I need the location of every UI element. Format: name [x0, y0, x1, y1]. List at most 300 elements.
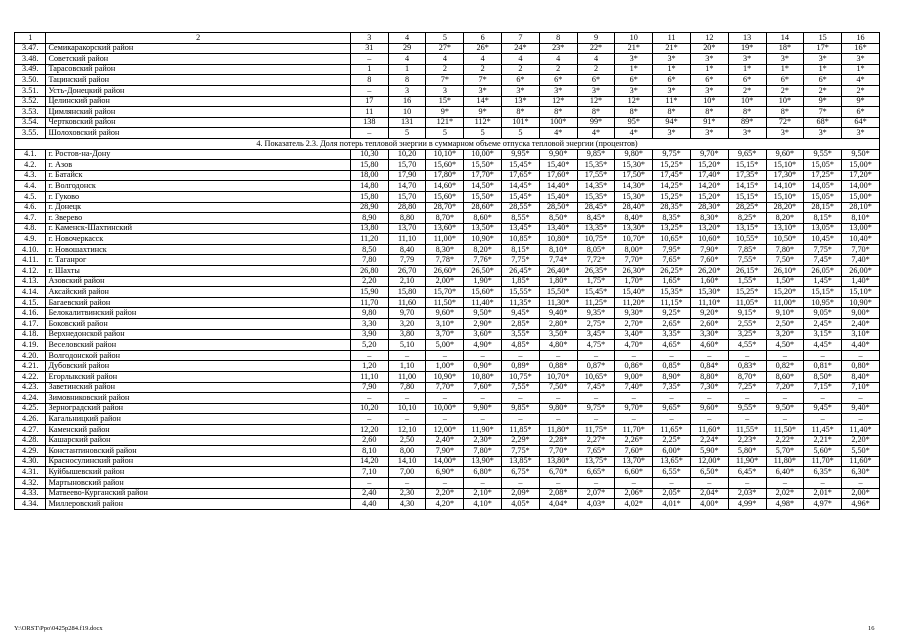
row-value: 3,10* [426, 319, 464, 330]
row-value: 11,20 [350, 234, 388, 245]
row-value: 9,45* [502, 308, 540, 319]
row-name: г. Ростов-на-Дону [46, 149, 350, 160]
row-value: 26,70 [388, 266, 426, 277]
row-value: 10,80* [464, 372, 502, 383]
row-value: 14,60* [426, 181, 464, 192]
row-value: 7,45* [577, 382, 615, 393]
row-value: – [615, 350, 653, 361]
row-value: 7,90 [350, 382, 388, 393]
row-value: 8,90* [653, 372, 691, 383]
row-value: 17,65* [502, 170, 540, 181]
table-row [15, 361, 880, 372]
row-value: 9,50* [464, 308, 502, 319]
row-value: 2,75* [577, 319, 615, 330]
row-value: 2,80* [539, 319, 577, 330]
row-value: 10,50* [766, 234, 804, 245]
row-value: 7,80 [388, 382, 426, 393]
row-value: – [539, 393, 577, 404]
row-value: 3* [653, 54, 691, 65]
row-value: 8,55* [502, 213, 540, 224]
row-number: 4.1. [15, 149, 46, 160]
row-value: – [615, 393, 653, 404]
row-value: 2 [502, 64, 540, 75]
row-value: 13,70 [388, 223, 426, 234]
row-value: 11,65* [653, 424, 691, 435]
row-value: 6* [728, 75, 766, 86]
row-number: 4.32. [15, 477, 46, 488]
row-name: Семикаракорский район [46, 43, 350, 54]
row-value: – [350, 350, 388, 361]
row-number: 4.10. [15, 244, 46, 255]
row-value: – [766, 477, 804, 488]
row-value: 17,25* [804, 170, 842, 181]
row-value: 4 [388, 54, 426, 65]
column-header: 2 [46, 33, 350, 44]
row-value: 2,27* [577, 435, 615, 446]
row-value: 8,10 [350, 446, 388, 457]
row-name: г. Гуково [46, 191, 350, 202]
row-value: 10,60* [690, 234, 728, 245]
row-number: 3.53. [15, 107, 46, 118]
row-value: 2,40 [350, 488, 388, 499]
row-value: 64* [842, 117, 880, 128]
row-value: 6* [502, 75, 540, 86]
row-value: 4* [615, 128, 653, 139]
row-value: 26,50* [464, 266, 502, 277]
row-name: Кашарский район [46, 435, 350, 446]
row-number: 3.55. [15, 128, 46, 139]
table-row [15, 424, 880, 435]
column-header: 8 [539, 33, 577, 44]
row-value: 6,45* [728, 467, 766, 478]
row-name: г. Таганрог [46, 255, 350, 266]
row-value: 9,60* [690, 403, 728, 414]
row-value: 15,10* [766, 191, 804, 202]
row-value: – [842, 477, 880, 488]
row-value: – [388, 350, 426, 361]
table-row [15, 488, 880, 499]
row-value: 8* [728, 107, 766, 118]
row-value: 31 [350, 43, 388, 54]
row-value: 15,60* [426, 160, 464, 171]
row-value: 15,45* [577, 287, 615, 298]
row-value: 26,00* [842, 266, 880, 277]
row-value: 4 [464, 54, 502, 65]
row-value: 6,75* [502, 467, 540, 478]
row-value: 13,20* [690, 223, 728, 234]
row-value: 20* [690, 43, 728, 54]
row-value: 0,83* [728, 361, 766, 372]
row-value: 1,00* [426, 361, 464, 372]
row-value: 16* [842, 43, 880, 54]
row-value: 2,06* [615, 488, 653, 499]
row-value: 3* [539, 85, 577, 96]
row-value: 7,80* [766, 244, 804, 255]
row-value: 4,50* [766, 340, 804, 351]
row-value: 8* [577, 107, 615, 118]
row-value: 7,85* [728, 244, 766, 255]
row-value: – [653, 414, 691, 425]
row-value: – [502, 414, 540, 425]
row-value: 15,90 [350, 287, 388, 298]
row-value: 17,40* [690, 170, 728, 181]
row-value: 6,35* [804, 467, 842, 478]
row-value: 1,50* [766, 276, 804, 287]
column-header: 6 [464, 33, 502, 44]
row-value: 13,85* [502, 456, 540, 467]
row-value: 18* [766, 43, 804, 54]
row-value: 17,60* [539, 170, 577, 181]
row-value: 9* [426, 107, 464, 118]
row-value: 5,50* [842, 446, 880, 457]
row-value: 1,40* [842, 276, 880, 287]
row-name: Матвеево-Курганский район [46, 488, 350, 499]
row-value: 2,20 [350, 276, 388, 287]
row-value: – [350, 414, 388, 425]
row-value: 11,15* [653, 297, 691, 308]
row-value: 26,15* [728, 266, 766, 277]
row-value: 9,60* [426, 308, 464, 319]
row-value: 8,00* [615, 244, 653, 255]
row-value: 9,80* [615, 149, 653, 160]
row-value: 10,45* [804, 234, 842, 245]
row-name: Багаевский район [46, 297, 350, 308]
row-value: 7,70* [539, 446, 577, 457]
row-value: 7,45* [804, 255, 842, 266]
row-value: 28,80 [388, 202, 426, 213]
row-value: 3,35* [653, 329, 691, 340]
row-value: 26,80 [350, 266, 388, 277]
row-value: 28,70* [426, 202, 464, 213]
row-value: 9,50* [842, 149, 880, 160]
row-value: 9,85* [502, 403, 540, 414]
row-value: 7,80* [464, 446, 502, 457]
row-value: 15,60* [464, 287, 502, 298]
row-value: 1* [766, 64, 804, 75]
row-value: 2,30* [464, 435, 502, 446]
row-number: 4.16. [15, 308, 46, 319]
row-value: 7* [804, 107, 842, 118]
row-number: 4.3. [15, 170, 46, 181]
row-value: 112* [464, 117, 502, 128]
row-value: 8,40 [388, 244, 426, 255]
row-value: 26,35* [577, 266, 615, 277]
row-value: 6* [842, 107, 880, 118]
row-value: 3* [728, 54, 766, 65]
row-value: – [426, 414, 464, 425]
row-value: 2,28* [539, 435, 577, 446]
row-value: 12* [615, 96, 653, 107]
row-value: – [388, 414, 426, 425]
row-value: 9,70* [615, 403, 653, 414]
row-value: 13,15* [728, 223, 766, 234]
row-value: 7,74* [539, 255, 577, 266]
row-value: 8,10* [842, 213, 880, 224]
row-value: – [539, 350, 577, 361]
table-row [15, 244, 880, 255]
row-value: 2 [539, 64, 577, 75]
row-value: 13,70* [615, 456, 653, 467]
row-name: Миллеровский район [46, 499, 350, 510]
row-value: 1,20 [350, 361, 388, 372]
row-value: 15* [426, 96, 464, 107]
row-value: 9* [842, 96, 880, 107]
column-header: 11 [653, 33, 691, 44]
row-value: 6* [690, 75, 728, 86]
row-name: г. Волгодонск [46, 181, 350, 192]
row-value: 11,60 [388, 297, 426, 308]
row-value: 2,26* [615, 435, 653, 446]
row-value: 6,55* [653, 467, 691, 478]
column-header: 7 [502, 33, 540, 44]
row-value: 10,90* [426, 372, 464, 383]
row-value: 3,40* [615, 329, 653, 340]
row-value: 10,90* [464, 234, 502, 245]
row-name: Тацинский район [46, 75, 350, 86]
row-value: 3 [388, 85, 426, 96]
row-value: 11,20* [615, 297, 653, 308]
row-value: 15,05* [804, 191, 842, 202]
row-value: 28,10* [842, 202, 880, 213]
row-number: 3.54. [15, 117, 46, 128]
row-value: 15,00* [842, 191, 880, 202]
row-value: 26,45* [502, 266, 540, 277]
row-value: 14* [464, 96, 502, 107]
row-value: 1,65* [653, 276, 691, 287]
row-value: 14,35* [577, 181, 615, 192]
row-value: 10 [388, 107, 426, 118]
row-value: 11,60* [690, 424, 728, 435]
row-value: 15,80 [388, 287, 426, 298]
row-value: 11,90* [464, 424, 502, 435]
row-name: Красносулинский район [46, 456, 350, 467]
row-value: 10,00* [426, 403, 464, 414]
row-number: 3.48. [15, 54, 46, 65]
row-value: 15,60* [426, 191, 464, 202]
row-value: 3,90 [350, 329, 388, 340]
row-value: 15,40* [539, 160, 577, 171]
row-value: 7,10 [350, 467, 388, 478]
row-value: 16 [388, 96, 426, 107]
row-value: 12* [539, 96, 577, 107]
row-value: 28,30* [690, 202, 728, 213]
row-value: 21* [615, 43, 653, 54]
row-value: 1* [690, 64, 728, 75]
row-value: 7,65* [577, 446, 615, 457]
row-value: 2,04* [690, 488, 728, 499]
row-value: 17,35* [728, 170, 766, 181]
row-name: г. Каменск-Шахтинский [46, 223, 350, 234]
row-value: 8,60* [766, 372, 804, 383]
row-value: – [653, 393, 691, 404]
row-value: 7,55* [728, 255, 766, 266]
column-header: 13 [728, 33, 766, 44]
row-value: 8,30* [690, 213, 728, 224]
row-value: 3* [690, 54, 728, 65]
table-row [15, 266, 880, 277]
row-value: 11* [653, 96, 691, 107]
column-header: 15 [804, 33, 842, 44]
row-value: 9,90* [539, 149, 577, 160]
row-value: 19* [728, 43, 766, 54]
row-value: – [577, 414, 615, 425]
row-value: 11,40* [842, 424, 880, 435]
row-value: 28,35* [653, 202, 691, 213]
row-value: 3* [804, 128, 842, 139]
row-value: 17,45* [653, 170, 691, 181]
row-value: 4,99* [728, 499, 766, 510]
row-value: 2,21* [804, 435, 842, 446]
row-value: 3* [766, 54, 804, 65]
row-value: 10,75* [502, 372, 540, 383]
row-value: 0,84* [690, 361, 728, 372]
row-value: 3,20 [388, 319, 426, 330]
row-value: 7,60* [464, 382, 502, 393]
row-number: 4.29. [15, 446, 46, 457]
row-value: 2 [464, 64, 502, 75]
footer-page-number: 16 [868, 625, 875, 632]
row-value: 8,05* [577, 244, 615, 255]
row-value: 12,10 [388, 424, 426, 435]
row-value: – [350, 477, 388, 488]
row-value: 1,75* [577, 276, 615, 287]
row-name: Белокалитвинский район [46, 308, 350, 319]
table-row [15, 54, 880, 65]
row-value: 17,70* [464, 170, 502, 181]
row-value: 5,70* [766, 446, 804, 457]
row-value: 28,60* [464, 202, 502, 213]
row-value: 1 [350, 64, 388, 75]
row-value: 8* [539, 107, 577, 118]
row-value: 6,70* [539, 467, 577, 478]
row-value: 2,20* [426, 488, 464, 499]
row-value: – [728, 414, 766, 425]
row-value: 1,45* [804, 276, 842, 287]
row-value: 15,80 [350, 160, 388, 171]
row-value: 13,35* [577, 223, 615, 234]
row-value: 14,00* [842, 181, 880, 192]
table-row [15, 382, 880, 393]
row-value: 5,20 [350, 340, 388, 351]
row-value: 3* [653, 128, 691, 139]
row-value: – [539, 414, 577, 425]
row-value: 15,40* [539, 191, 577, 202]
row-value: 26,05* [804, 266, 842, 277]
row-number: 4.6. [15, 202, 46, 213]
row-value: 14,40* [539, 181, 577, 192]
row-value: 2,65* [653, 319, 691, 330]
row-value: 10* [766, 96, 804, 107]
row-value: 7,90* [426, 446, 464, 457]
row-value: 7* [464, 75, 502, 86]
row-value: 2,22* [766, 435, 804, 446]
row-value: 3* [502, 85, 540, 96]
row-name: Азовский район [46, 276, 350, 287]
row-value: 3,20* [766, 329, 804, 340]
row-value: 2,00* [842, 488, 880, 499]
table-row [15, 149, 880, 160]
row-value: 14,10 [388, 456, 426, 467]
row-number: 4.31. [15, 467, 46, 478]
row-value: 15,05* [804, 160, 842, 171]
row-value: 15,70 [388, 160, 426, 171]
row-value: 4,98* [766, 499, 804, 510]
row-number: 4.33. [15, 488, 46, 499]
row-value: 8,20* [766, 213, 804, 224]
row-value: 7* [426, 75, 464, 86]
row-value: 7,10* [842, 382, 880, 393]
row-number: 4.23. [15, 382, 46, 393]
row-value: 10* [728, 96, 766, 107]
table-row [15, 477, 880, 488]
row-value: 11,05* [728, 297, 766, 308]
row-value: 7,15* [804, 382, 842, 393]
row-value: 8,70* [426, 213, 464, 224]
row-value: – [426, 350, 464, 361]
row-value: 15,25* [728, 287, 766, 298]
row-value: 10,70* [539, 372, 577, 383]
row-value: 24* [502, 43, 540, 54]
column-header: 9 [577, 33, 615, 44]
row-value: 29 [388, 43, 426, 54]
row-value: – [804, 414, 842, 425]
row-value: 17 [350, 96, 388, 107]
row-value: 2,03* [728, 488, 766, 499]
row-name: Советский район [46, 54, 350, 65]
row-value: 7,50* [539, 382, 577, 393]
row-value: 3* [464, 85, 502, 96]
row-value: – [842, 350, 880, 361]
row-value: 4* [842, 75, 880, 86]
row-value: 4,05* [502, 499, 540, 510]
row-number: 4.19. [15, 340, 46, 351]
row-value: 7,35* [653, 382, 691, 393]
row-value: 15,15* [804, 287, 842, 298]
row-value: 7,90* [690, 244, 728, 255]
row-value: 14,20* [690, 181, 728, 192]
row-value: 11,80* [539, 424, 577, 435]
row-number: 4.8. [15, 223, 46, 234]
table-header-row [15, 33, 880, 44]
row-value: 9,45* [804, 403, 842, 414]
row-value: 10,20 [388, 149, 426, 160]
row-value: 21* [653, 43, 691, 54]
row-value: – [766, 350, 804, 361]
row-value: 9,75* [653, 149, 691, 160]
row-value: 3,60* [464, 329, 502, 340]
row-value: 3,30* [690, 329, 728, 340]
row-value: 10,90* [842, 297, 880, 308]
row-value: 4* [577, 128, 615, 139]
row-value: 100* [539, 117, 577, 128]
row-value: 12,20 [350, 424, 388, 435]
row-value: 8,35* [653, 213, 691, 224]
row-name: Кагальницкий район [46, 414, 350, 425]
row-value: – [728, 477, 766, 488]
row-value: 8,60* [464, 213, 502, 224]
row-value: – [728, 350, 766, 361]
row-number: 4.2. [15, 160, 46, 171]
row-value: 14,05* [804, 181, 842, 192]
row-name: Волгодонской район [46, 350, 350, 361]
row-number: 4.20. [15, 350, 46, 361]
row-value: 9,10* [766, 308, 804, 319]
row-value: 72* [766, 117, 804, 128]
row-value: 14,80 [350, 181, 388, 192]
row-value: – [350, 85, 388, 96]
row-value: 11,90* [728, 456, 766, 467]
row-value: 8,50* [539, 213, 577, 224]
